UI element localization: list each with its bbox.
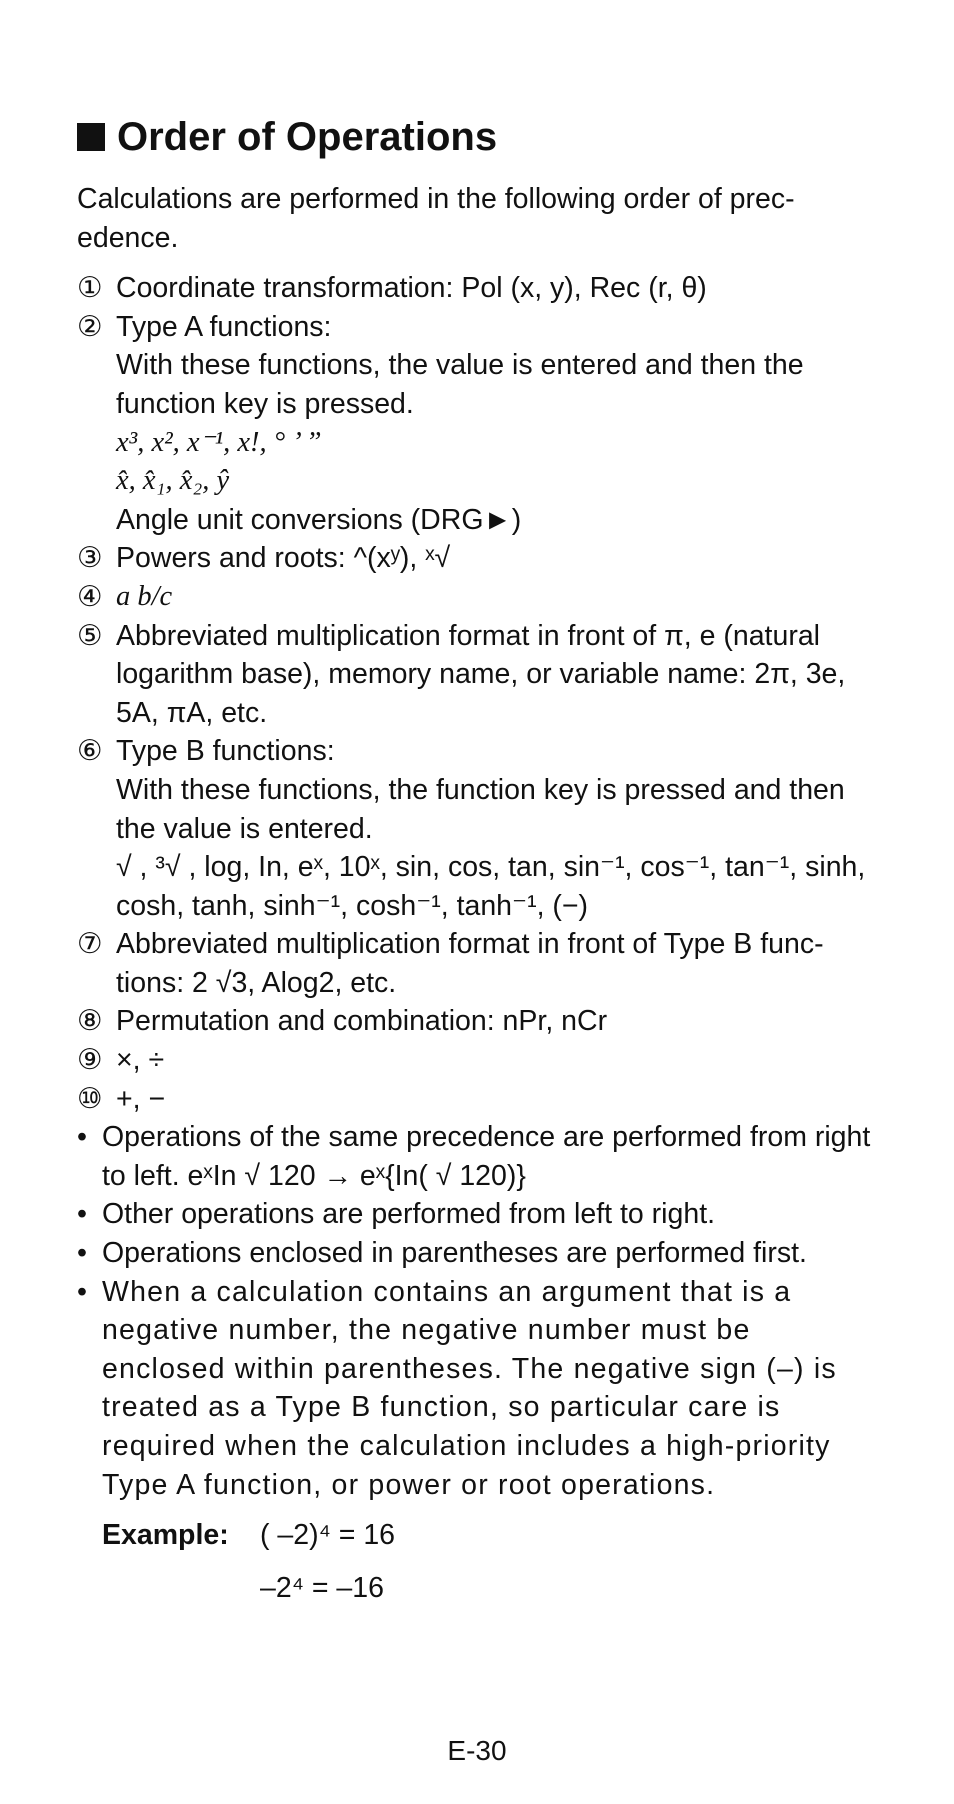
item-description: With these functions, the value is entered and then the function key is pressed.: [116, 349, 804, 420]
page-number: E-30: [447, 1735, 507, 1766]
notes-list: [77, 1118, 877, 1504]
precedence-item-6: [77, 732, 877, 771]
item-label: +, −: [116, 1082, 166, 1115]
section-heading: [77, 112, 877, 162]
item-label: Type B functions:: [116, 735, 335, 768]
bullet-dot-icon: •: [77, 1121, 87, 1154]
example-label: Example:: [102, 1519, 229, 1552]
precedence-item-1: [77, 269, 877, 308]
item-number: ②: [77, 310, 103, 343]
note-text: Operations enclosed in parentheses are performed first.: [102, 1237, 807, 1270]
note-text: When a calculation contains an argument that is a negative number, the negative number must be enclosed within parentheses. The negative sign (–) is treated as a Type B function, so particular care is required when the calculation includes a high-priority Type A function, or power or root operations.: [102, 1275, 837, 1501]
example-block: [102, 1516, 877, 1607]
precedence-item-5: [77, 617, 877, 733]
example-equation-2: –2⁴ = –16: [260, 1571, 384, 1604]
item-label: Abbreviated multiplication format in front of π, e (natural logarithm base), memory name, or variable name: 2π, 3e, 5A, πA, etc.: [116, 619, 846, 729]
note-text: Operations of the same precedence are performed from right to left. eˣIn √ 120 → eˣ{In( √ 120)}: [102, 1121, 871, 1192]
item-number: ⑦: [77, 928, 103, 961]
precedence-item-3: [77, 539, 877, 578]
note-item: [77, 1273, 877, 1505]
bullet-dot-icon: •: [77, 1275, 87, 1308]
precedence-item-7: [77, 925, 877, 1002]
item-number: ⑥: [77, 735, 103, 768]
note-text: Other operations are performed from left to right.: [102, 1198, 716, 1231]
precedence-item-2: [77, 308, 877, 347]
precedence-item-4: [77, 578, 877, 617]
example-equation-1: ( –2)⁴ = 16: [260, 1519, 396, 1552]
content: [77, 112, 877, 1607]
item-label: Type A functions:: [116, 310, 332, 343]
item-label: Powers and roots: ^(xʸ), ˣ√: [116, 542, 451, 575]
bullet-dot-icon: •: [77, 1198, 87, 1231]
type-a-statistics-list: x̂, x̂₁, x̂₂, ŷ: [116, 465, 230, 497]
item-label: Abbreviated multiplication format in front of Type B func-tions: 2 √3, Alog2, etc.: [116, 928, 824, 999]
angle-conversion-text: Angle unit conversions (DRG►): [116, 503, 522, 536]
example-line-1: [102, 1516, 877, 1555]
item-number: ⑤: [77, 619, 103, 652]
item-description: With these functions, the function key is pressed and then the value is entered.: [116, 773, 845, 845]
item-label: a b/c: [116, 580, 173, 612]
type-b-functions-list: √ , ³√ , log, In, eˣ, 10ˣ, sin, cos, tan, sin⁻¹, cos⁻¹, tan⁻¹, sinh, cosh, tanh, sinh⁻¹, cosh⁻¹, tanh⁻¹, (−): [116, 851, 866, 922]
item-number: ⑨: [77, 1044, 103, 1077]
item-number: ④: [77, 580, 103, 613]
precedence-item-10: [77, 1080, 877, 1119]
square-bullet-icon: [77, 123, 105, 151]
note-item: [77, 1118, 877, 1195]
note-item: [77, 1195, 877, 1234]
precedence-item-8: [77, 1002, 877, 1041]
item-number: ①: [77, 272, 103, 305]
item-number: ⑩: [77, 1082, 103, 1115]
intro-text: Calculations are performed in the following order of prec-edence.: [77, 183, 795, 254]
precedence-item-9: [77, 1041, 877, 1080]
item-number: ③: [77, 542, 103, 575]
item-number: ⑧: [77, 1005, 103, 1038]
item-label: Coordinate transformation: Pol (x, y), Rec (r, θ): [116, 272, 707, 305]
item-label: ×, ÷: [116, 1044, 165, 1077]
note-item: [77, 1234, 877, 1273]
bullet-dot-icon: •: [77, 1237, 87, 1270]
type-a-functions-list: x³, x², x⁻¹, x!, ° ’ ”: [116, 426, 322, 458]
item-label: Permutation and combination: nPr, nCr: [116, 1005, 608, 1038]
section-title: Order of Operations: [117, 115, 498, 159]
